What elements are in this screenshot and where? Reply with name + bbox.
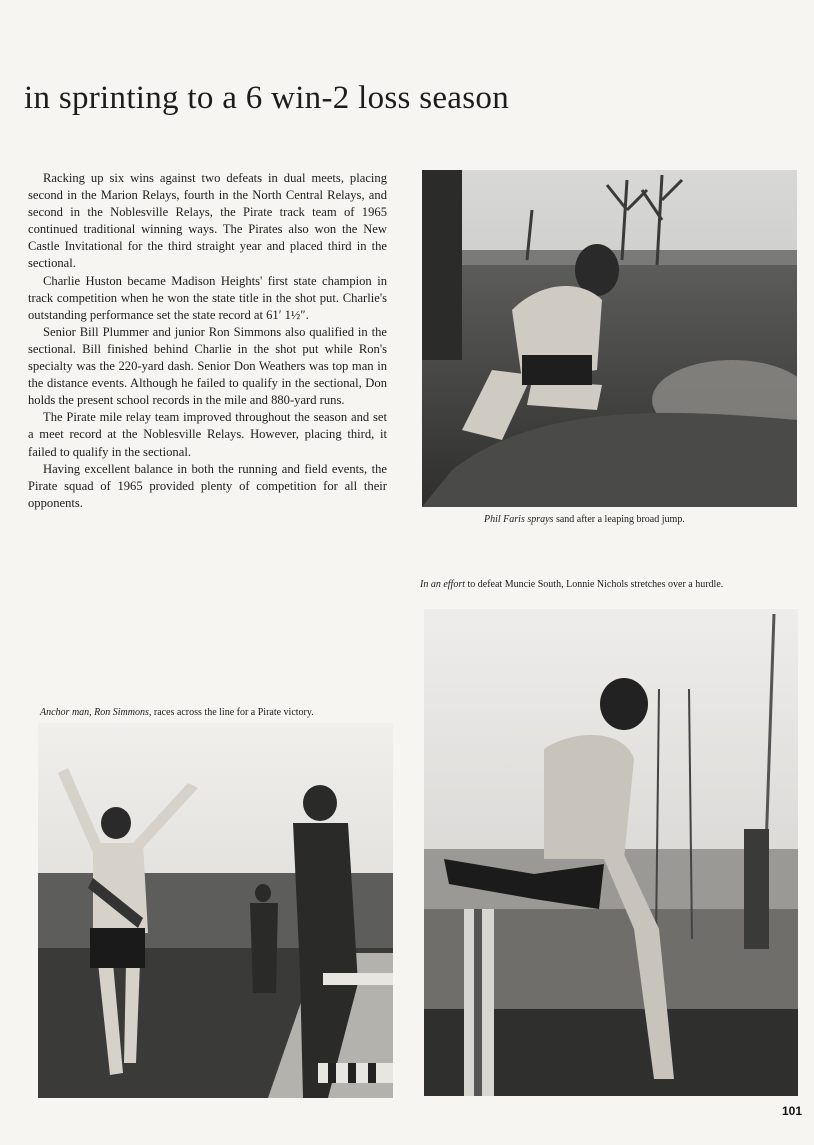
anchor-caption <box>40 707 385 719</box>
caption-name: In an effort <box>420 579 465 590</box>
article-body <box>28 170 387 512</box>
caption-name: Anchor man, Ron Simmons, <box>40 707 152 718</box>
page-headline: in sprinting to a 6 win-2 loss season <box>24 80 509 116</box>
caption-text: races across the line for a Pirate victory. <box>151 707 314 718</box>
hurdle-caption <box>420 579 795 591</box>
body-paragraph: The Pirate mile relay team improved throughout the season and set a meet record at the Noblesville Relays. However, placing third, it failed to qualify in the sectional. <box>28 410 387 459</box>
body-paragraph: Having excellent balance in both the running and field events, the Pirate squad of 1965 provided plenty of competition for all their opponents. <box>28 461 387 510</box>
page-number: 101 <box>781 1104 802 1118</box>
broad-jump-photo <box>422 170 797 507</box>
anchor-photo <box>38 723 393 1098</box>
caption-text: to defeat Muncie South, Lonnie Nichols stretches over a hurdle. <box>465 579 724 590</box>
broad-jump-caption <box>484 514 784 526</box>
hurdle-photo <box>424 609 798 1096</box>
caption-text: sand after a leaping broad jump. <box>553 514 685 525</box>
body-paragraph: Charlie Huston became Madison Heights' first state champion in track competition when he won the state title in the shot put. Charlie's outstanding performance set the state record at 61′ 1½″. <box>28 273 387 322</box>
caption-name: Phil Faris sprays <box>484 514 554 525</box>
body-paragraph: Senior Bill Plummer and junior Ron Simmons also qualified in the sectional. Bill finished behind Charlie in the shot put while Ron's specialty was the 220-yard dash. Senior Don Weathers was top man in the distance events. Although he failed to qualify in the sectional, Don holds the present school records in the mile and 880-yard runs. <box>28 324 387 408</box>
body-paragraph: Racking up six wins against two defeats in dual meets, placing second in the Marion Relays, fourth in the North Central Relays, and second in the Noblesville Relays, the Pirate track team of 1965 continued traditional winning ways. The Pirates also won the New Castle Invitational for the third straight year and placed third in the sectional. <box>28 171 387 271</box>
